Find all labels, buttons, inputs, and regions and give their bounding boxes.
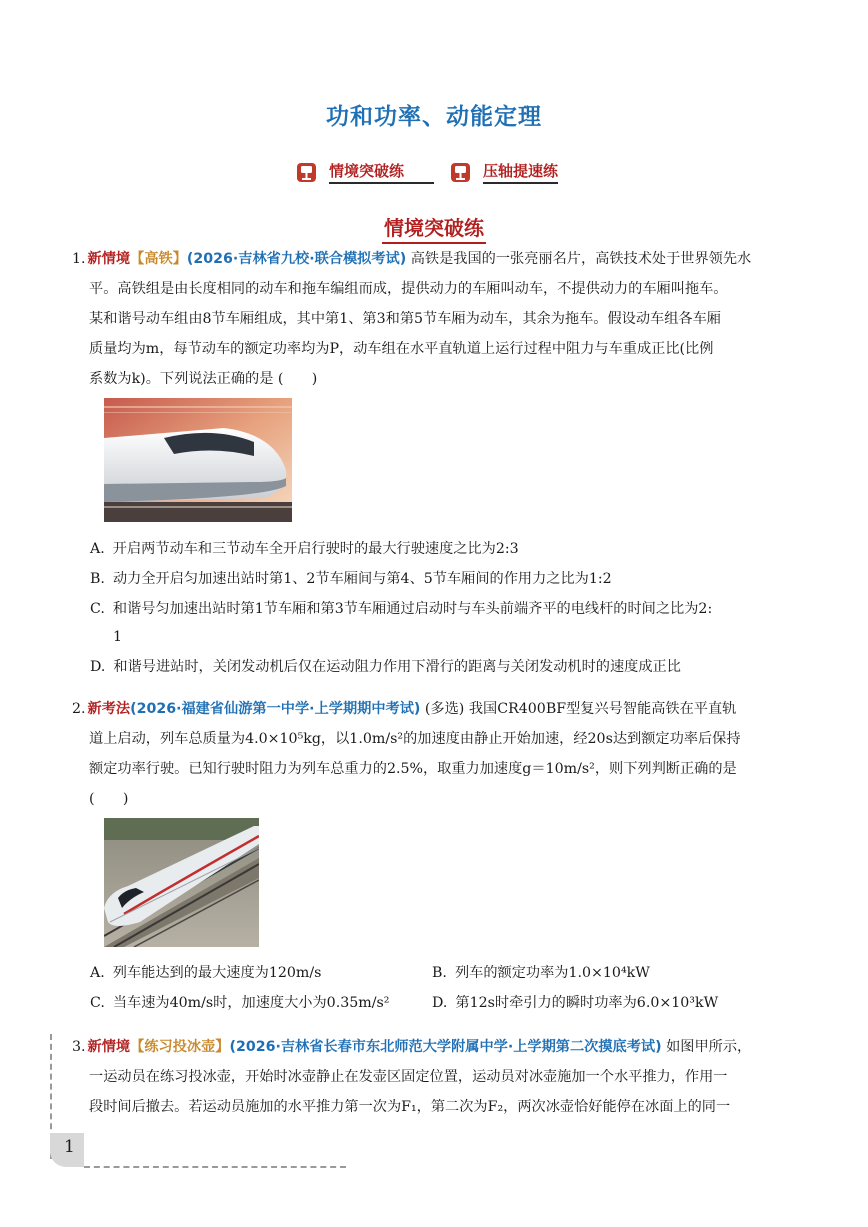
question-1-option-d[interactable]: D. 和谐号进站时，关闭发动机后仅在运动阻力作用下滑行的距离与关闭发动机时的速度成正比 — [90, 659, 681, 675]
question-1 — [72, 244, 810, 394]
question-2-option-c[interactable]: C. 当车速为40m/s时，加速度大小为0.35m/s² — [90, 995, 390, 1011]
question-3-line-3: 段时间后撤去。若运动员施加的水平推力第一次为F₁，第二次为F₂，两次冰壶恰好能停在冰面上的同一 — [89, 1099, 731, 1115]
section-heading — [0, 212, 868, 241]
nav-item-speedup[interactable] — [450, 160, 558, 184]
question-source: (2026·福建省仙游第一中学·上学期期中考试) — [130, 701, 421, 717]
question-2-option-d[interactable]: D. 第12s时牵引力的瞬时功率为6.0×10³kW — [432, 995, 719, 1011]
section-title: 情境突破练 — [382, 216, 486, 244]
question-tag: 新考法 — [87, 701, 131, 717]
question-3-line-1: 3. 新情境【练习投冰壶】(2026·吉林省长春市东北师范大学附属中学·上学期第二次摸底考试) 如图甲所示， — [72, 1039, 752, 1055]
section-nav — [296, 160, 574, 184]
page-title: 功和功率、动能定理 — [326, 104, 542, 130]
nav-label-speedup: 压轴提速练 — [483, 160, 558, 184]
question-source: (2026·吉林省九校·联合模拟考试) — [186, 251, 407, 267]
question-2 — [72, 694, 810, 814]
question-2-line-3: 额定功率行驶。已知行驶时阻力为列车总重力的2.5%，取重力加速度g＝10m/s²，则下列判断正确的是 — [89, 761, 737, 777]
high-speed-train-photo-2 — [104, 818, 259, 947]
question-2-line-4: ( ) — [89, 791, 129, 807]
question-topic: 练习投冰壶 — [144, 1039, 216, 1055]
question-2-line-1: 2. 新考法(2026·福建省仙游第一中学·上学期期中考试) (多选) 我国CR400BF型复兴号智能高铁在平直轨 — [72, 701, 737, 717]
signpost-icon — [296, 162, 317, 183]
question-1-line-2: 平。高铁组是由长度相同的动车和拖车编组而成，提供动力的车厢叫动车，不提供动力的车厢叫拖车。 — [89, 281, 728, 297]
nav-label-scenario: 情境突破练 — [329, 160, 434, 184]
question-1-option-a[interactable]: A. 开启两节动车和三节动车全开启行驶时的最大行驶速度之比为2:3 — [90, 541, 519, 557]
nav-item-scenario[interactable] — [296, 160, 434, 184]
question-1-option-c-wrap: 1 — [113, 629, 123, 645]
question-1-option-b[interactable]: B. 动力全开启匀加速出站时第1、2节车厢间与第4、5节车厢间的作用力之比为1:2 — [90, 571, 612, 587]
question-2-option-a[interactable]: A. 列车能达到的最大速度为120m/s — [90, 965, 322, 981]
question-1-line-4: 质量均为m，每节动车的额定功率均为P，动车组在水平直轨道上运行过程中阻力与车重成正比(比例 — [89, 341, 714, 357]
signpost-icon — [450, 162, 471, 183]
page-number: 1 — [64, 1137, 75, 1157]
question-3 — [72, 1032, 810, 1122]
question-2-option-b[interactable]: B. 列车的额定功率为1.0×10⁴kW — [432, 965, 650, 981]
question-1-line-1: 1. 新情境【高铁】(2026·吉林省九校·联合模拟考试) 高铁是我国的一张亮丽名片，高铁技术处于世界领先水 — [72, 251, 752, 267]
question-source: (2026·吉林省长春市东北师范大学附属中学·上学期第二次摸底考试) — [229, 1039, 662, 1055]
question-1-line-5: 系数为k)。下列说法正确的是 ( ) — [89, 371, 318, 387]
question-2-line-2: 道上启动，列车总质量为4.0×10⁵kg，以1.0m/s²的加速度由静止开始加速，经20s达到额定功率后保持 — [89, 731, 741, 747]
question-1-option-c[interactable]: C. 和谐号匀加速出站时第1节车厢和第3节车厢通过启动时与车头前端齐平的电线杆的时间之比为2: — [90, 601, 713, 617]
high-speed-train-photo-1 — [104, 398, 292, 522]
question-tag: 新情境 — [87, 251, 131, 267]
question-1-line-3: 某和谐号动车组由8节车厢组成，其中第1、第3和第5节车厢为动车，其余为拖车。假设动车组各车厢 — [89, 311, 721, 327]
question-topic: 高铁 — [144, 251, 173, 267]
page-border-dashed-horizontal — [84, 1166, 346, 1168]
question-3-line-2: 一运动员在练习投冰壶，开始时冰壶静止在发壶区固定位置，运动员对冰壶施加一个水平推力，作用一 — [89, 1069, 728, 1085]
question-tag: 新情境 — [87, 1039, 131, 1055]
